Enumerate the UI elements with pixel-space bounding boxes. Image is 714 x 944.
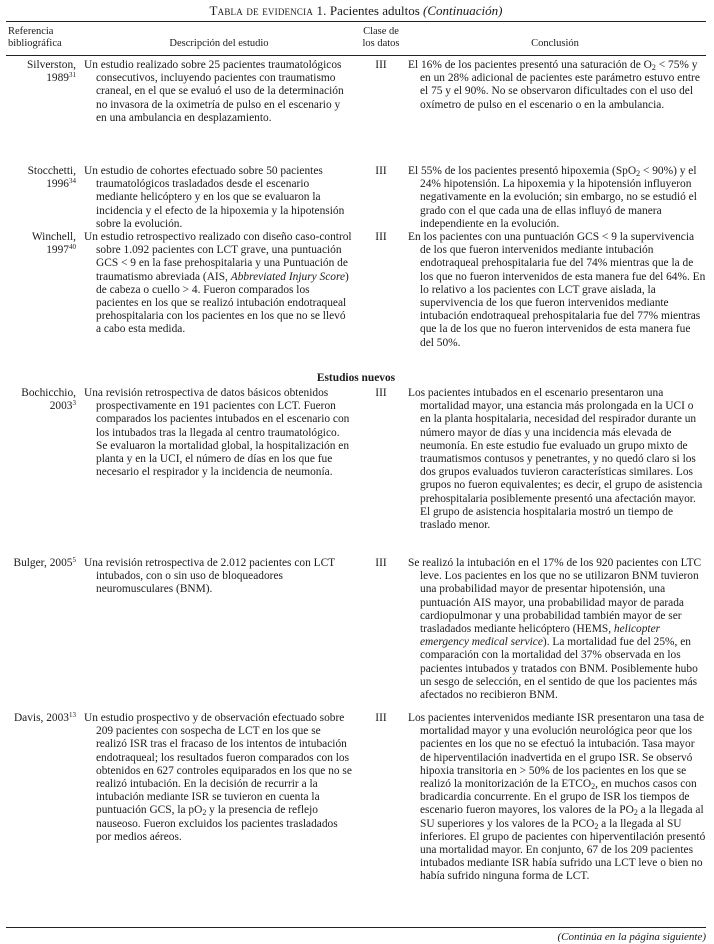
row-conclusion: En los pacientes con una puntuación GCS < 9 la supervivencia de los que fueron intervenidos mediante intubación endotraqueal prehospitalaria fue del 74% mientras que la de los que no fueron intervenidos de esta manera fue del 64%. En lo relativo a los pacientes con LCT grave aislada, la supervivencia de los que fueron intervenidos mediante intubación endotraqueal prehospitalaria fue del 77% mientras que la de los que no fueron intervenidos de esta manera fue del 50%.: [408, 231, 706, 349]
row-class: III: [375, 165, 387, 177]
table-row: [6, 231, 706, 370]
row-class: III: [375, 712, 387, 725]
row-reference: Stocchetti, 1996$^{34}$: [27, 165, 76, 191]
row-reference: Davis, 2003$^{13}$: [13, 711, 76, 725]
page: [6, 0, 706, 944]
header-class: Clase de los datos: [358, 22, 404, 56]
header-reference: Referencia bibliográfica: [6, 22, 80, 56]
table-row: [6, 712, 706, 927]
row-conclusion: Se realizó la intubación en el 17% de los 920 pacientes con LTC leve. Los pacientes en los que no se utilizaron BNM tuvieron una probabilidad mayor de presentar hipotensión, una puntuación AIS mayor, una probabilidad mayor de parada cardiopulmonar y una probabilidad también mayor de ser trasladados mediante helicóptero (HEMS, helicopter emergency medical service). La mortalidad fue del 25%, en comparación con la mortalidad del 37% observada en los pacientes intubados y tratados con BNM. Posiblemente hubo un sesgo de selección, en el sentido de que los pacientes más afectados no recibieron BNM.: [408, 557, 702, 702]
row-description: Un estudio prospectivo y de observación efectuado sobre 209 pacientes con sospecha de LCT en los que se realizó ISR tras el fracaso de los intentos de intubación endotraqueal; los resultados fueron comparados con los obtenidos en 627 controles equiparados en los que no se realizó intubación. En la decisión de recurrir a la intubación mediante ISR se tuvieron en cuenta la puntuación GCS, la $pO_2$ y la presencia de reflejo nauseoso. Fueron excluidos los pacientes trasladados por medios aéreos.: [84, 712, 352, 843]
section-title: Estudios nuevos: [316, 371, 396, 384]
row-reference: Bulger, 2005$^5$: [13, 556, 76, 570]
evidence-table: [6, 22, 706, 927]
row-conclusion: El 55% de los pacientes presentó hipoxemia (SpO$_2$ < 90%) y el 24% hipotensión. La hipoxemia y la hipotensión influyeron negativamente en la evolución; sin embargo, no se estudió el grado con el que cada una de ellas influyó de manera independiente en la evolución.: [408, 165, 697, 230]
header-conclusion: Conclusión: [404, 22, 706, 56]
table-label: Tabla de evidencia 1.: [209, 3, 327, 18]
row-reference: Winchell, 1997$^{40}$: [31, 231, 76, 257]
row-class: III: [375, 231, 387, 244]
table-row: [6, 165, 706, 231]
row-conclusion: El 16% de los pacientes presentó una saturación de $O_2 < 75\%$ y en un 28% adicional de pacientes este parámetro estuvo entre el 75 y el 90%. No se observaron dificultades con el uso del oxímetro de pulso en el escenario o en la ambulancia.: [408, 59, 700, 111]
table-caption-suffix: (Continuación): [423, 3, 503, 18]
row-class: III: [375, 387, 387, 400]
continuation-note: (Continúa en la página siguiente): [557, 931, 706, 944]
row-reference: Silverston, 1989$^{31}$: [26, 59, 76, 85]
row-description: Un estudio realizado sobre 25 pacientes traumatológicos consecutivos, incluyendo pacientes con traumatismo craneal, en el que se evaluó el uso de la determinación no invasora de la oximetría de pulso en el escenario y en una ambulancia en desplazamiento.: [84, 59, 344, 124]
row-description: Un estudio de cohortes efectuado sobre 50 pacientes traumatológicos trasladados desde el escenario mediante helicóptero y en los que se evaluaron la incidencia y el efecto de la hipoxemia y la hipotensión sobre la evolución.: [84, 165, 345, 230]
row-description: Una revisión retrospectiva de 2.012 pacientes con LCT intubados, con o sin uso de bloqueadores neuromusculares (BNM).: [84, 557, 335, 596]
section-row: [6, 370, 706, 387]
row-conclusion: Los pacientes intubados en el escenario presentaron una mortalidad mayor, una estancia más prolongada en la UCI o en la planta hospitalaria, necesidad del respirador durante un número mayor de días y una incidencia más elevada de neumonía. En este estudio fue evaluado un grupo mixto de traumatismos contusos y penetrantes, y no quedó claro si los dos grupos evaluados tuvieron características similares. Los grupos no fueron equivalentes; es decir, el grupo de asistencia prehospitalaria posiblemente presentó una afectación mayor. El grupo de asistencia hospitalaria mostró un tiempo de traslado menor.: [408, 387, 703, 532]
table-row: [6, 387, 706, 557]
row-class: III: [375, 59, 387, 71]
table-row: [6, 557, 706, 712]
row-conclusion: Los pacientes intervenidos mediante ISR presentaron una tasa de mortalidad mayor y una evolución neurológica peor que los pacientes en los que no se efectuó la intubación. Tasa mayor de hiperventilación inadvertida en el grupo ISR. Se observó hipoxia transitoria en > 50% de los pacientes en los que se realizó la monitorización de la $ETCO_2$, en muchos casos con bradicardia concurrente. En el grupo de ISR los tiempos de escenario fueron mayores, los valores de la $PO_2$ a la llegada al SU superiores y los valores de la $PCO_2$ a la llegada al SU inferiores. El grupo de pacientes con hiperventilación presentó una mortalidad mayor. En conjunto, 67 de los 209 pacientes intubados mediante ISR había sufrido una LCT leve o bien no había sufrido ninguna forma de LCT.: [408, 712, 706, 883]
table-row: [6, 56, 706, 166]
header-description: Descripción del estudio: [80, 22, 358, 56]
row-class: III: [375, 557, 387, 570]
header-row: [6, 22, 706, 56]
table-title: Pacientes adultos: [329, 3, 420, 18]
row-description: Una revisión retrospectiva de datos básicos obtenidos prospectivamente en 191 pacientes con LCT. Fueron comparados los pacientes intubados en el escenario con los intubados tras la llegada al centro traumatológico. Se evaluaron la mortalidad global, la hospitalización en planta y en la UCI, el número de días en los que fue necesario el respirador y la incidencia de neumonía.: [84, 387, 350, 479]
row-reference: Bochicchio, 2003$^3$: [21, 387, 76, 413]
table-caption: [6, 2, 706, 20]
row-description: Un estudio retrospectivo realizado con diseño caso-control sobre 1.092 pacientes con LCT grave, una puntuación GCS < 9 en la fase prehospitalaria y una Puntuación de traumatismo abreviada (AIS, Abbreviated Injury Score) de cabeza o cuello > 4. Fueron comparados los pacientes en los que se realizó intubación endotraqueal prehospitalaria con los pacientes en los que no se llevó a cabo esta medida.: [84, 231, 352, 336]
bottom-rule: [6, 927, 706, 928]
